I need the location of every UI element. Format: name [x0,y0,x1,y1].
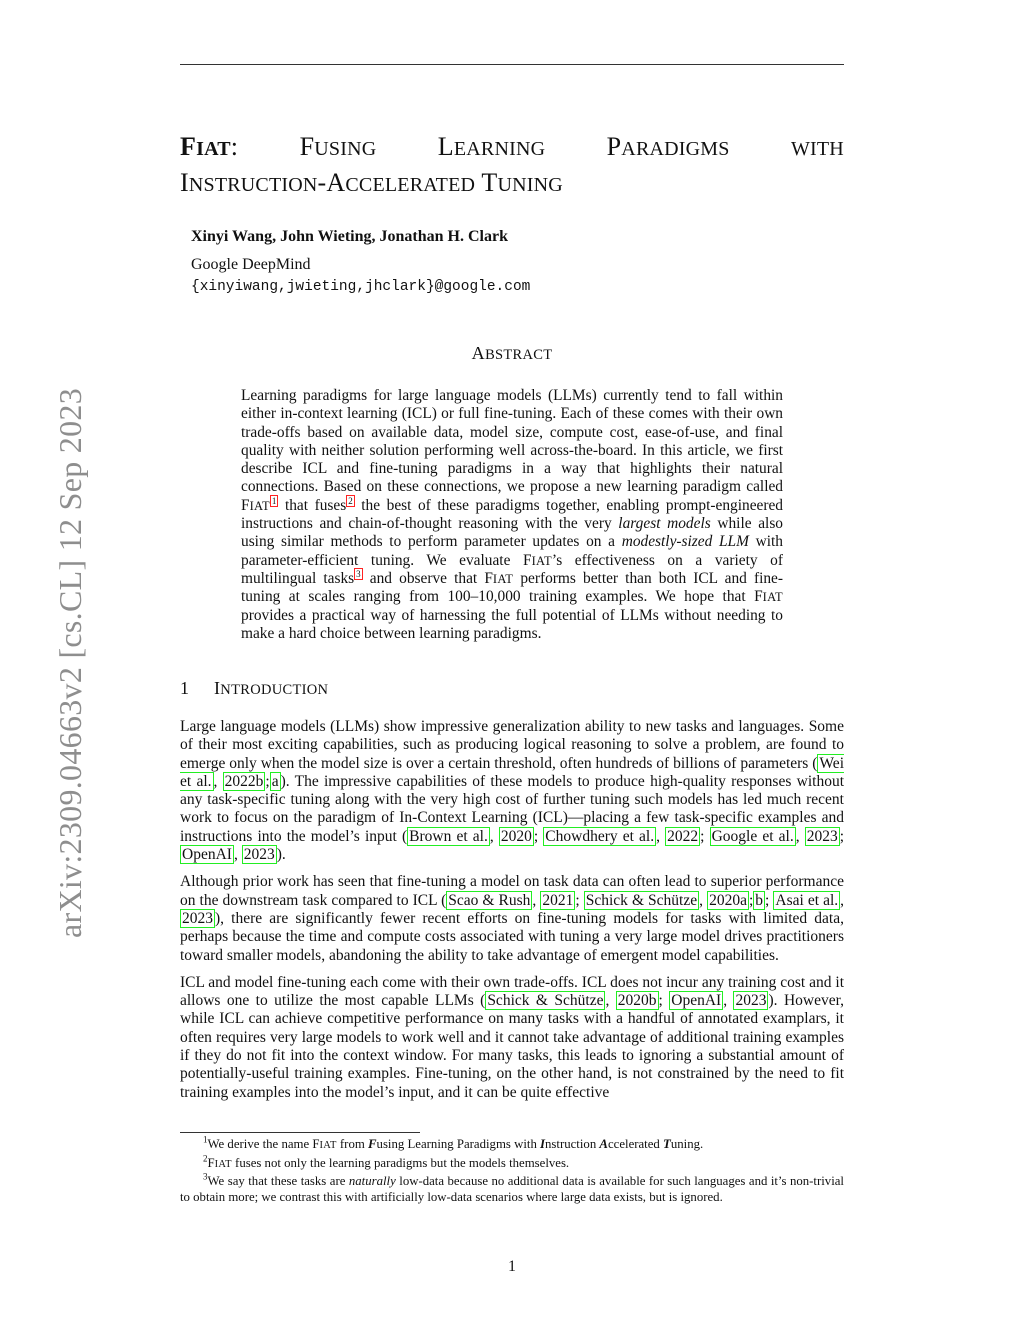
citation-link[interactable]: 2020a [709,891,747,909]
title-acronym: FIAT: [180,132,239,161]
citation-link[interactable]: Asai et al. [775,891,839,909]
title-line-2: INSTRUCTION-ACCELERATED TUNING [180,168,563,197]
affiliation: Google DeepMind [191,256,311,273]
citation-link[interactable]: 2023 [243,846,275,864]
citation-link[interactable]: Scao & Rush [448,891,531,909]
citation-link[interactable]: OpenAI [671,992,722,1010]
citation-link[interactable]: a [271,772,279,790]
citation-link[interactable]: OpenAI [182,846,232,864]
citation-link[interactable]: Google et al. [711,827,794,845]
footnote-3: $^3$We say that these tasks are naturally low-data because no additional data is available for such languages and it’s non-trivial to obtain more; we contrast this with artificially low-data scenarios where large data exists, but is ignored. [180,1171,844,1204]
arxiv-identifier: arXiv:2309.04663v2 [cs.CL] 12 Sep 2023 [52,387,88,938]
footnotes [180,1134,844,1207]
title-word: FUSING [299,132,377,161]
citation-link[interactable]: 2023 [806,827,838,845]
citation-link[interactable]: 2022b [224,772,264,790]
top-rule [180,64,844,65]
citation-link[interactable]: 2022 [667,827,699,845]
footnote-link-3[interactable]: 3 [356,568,361,579]
author-list: Xinyi Wang, John Wieting, Jonathan H. Clark [191,228,508,245]
footnote-link-1[interactable]: 1 [271,495,277,506]
citation-link[interactable]: Schick & Schütze [585,891,698,909]
footnote-2: $^2$FIAT fuses not only the learning paradigms but the models themselves. [203,1153,570,1170]
section-heading-introduction: 1 INTRODUCTION [180,678,329,698]
author-emails: {xinyiwang,jwieting,jhclark}@google.com [191,279,531,295]
citation-link[interactable]: 2020 [500,827,532,845]
abstract-heading: ABSTRACT [471,343,553,363]
page-number: 1 [508,1258,516,1275]
title-word: LEARNING [437,132,546,161]
footnote-1: $^1$We derive the name FIAT from Fusing Learning Paradigms with Instruction Accelerated Tuning. [203,1134,704,1151]
citation-link[interactable]: 2023 [735,992,767,1010]
citation-link[interactable]: 2021 [542,891,574,909]
citation-link[interactable]: 2020b [617,992,657,1010]
citation-link[interactable]: Chowdhery et al. [545,827,655,845]
title-word: PARADIGMS [606,132,730,161]
paragraph: Large language models (LLMs) show impressive generalization ability to new tasks and languages. Some of their most exciting capabilities, such as producing logical reasoning to solve a problem, are found to emerge only when the model size is over a certain threshold, often hundreds of billions of parameters ( Wei et al. , 2022b ; a ). The impressive capabilities of these models to produce high-quality responses without any task-specific tuning along with the very high cost of further tuning such models has led much recent work to focus on the paradigm of In-Context Learning (ICL)—placing a few task-specific examples and instructions into the model’s input ( Brown et al. , 2020 ; Chowdhery et al. , 2022 ; Google et al. , 2023 ; OpenAI , 2023 ). [180,718,845,864]
introduction-body [180,718,844,1111]
footnote-rule [180,1132,420,1133]
citation-link[interactable]: Wei et al. [180,754,844,790]
citation-link[interactable]: b [755,891,764,909]
citation-link[interactable]: Brown et al. [409,827,488,845]
abstract-text: Learning paradigms for large language models (LLMs) currently tend to fall within either in-context learning (ICL) or full fine-tuning. Each of these comes with their own trade-offs based on available data, model size, compute cost, ease-of-use, and final quality with neither solution performing well across-the-board. In this article, we first describe ICL and fine-tuning paradigms in a way that highlights their natural connections. Based on these connections, we propose a new learning paradigm called FIAT $^1$ that fuses $^2$ the best of these paradigms together, enabling prompt-engineered instructions and chain-of-thought reasoning with the very largest models while also using similar methods to perform parameter updates on a modestly-sized LLM with parameter-efficient tuning. We evaluate FIAT’s effectiveness on a variety of multilingual tasks $^3$ and observe that FIAT performs better than both ICL and fine-tuning at scales ranging from 100–10,000 training examples. We hope that FIAT provides a practical way of harnessing the full potential of LLMs without needing to make a hard choice between learning paradigms. [241,387,784,642]
title-line-1 [180,130,844,166]
citation-link[interactable]: 2023 [182,909,213,927]
paragraph: Although prior work has seen that fine-tuning a model on task data can often lead to superior performance on the downstream task compared to ICL ( Scao & Rush , 2021 ; Schick & Schütze , 2020a ; b ; Asai et al. , 2023 ), there are significantly fewer recent efforts on fine-tuning models for tasks with limited data, perhaps because the time and compute costs associated with tuning a very large model drives practitioners toward smaller models, abandoning the ability to take advantage of emergent model capabilities. [180,873,845,964]
paragraph: ICL and model fine-tuning each come with their own trade-offs. ICL does not incur any training cost and it allows one to utilize the most capable LLMs ( Schick & Schütze , 2020b ; OpenAI , 2023 ). However, while ICL can achieve competitive performance on many tasks with a handful of annotated examplars, it often requires very large models to work well and it cannot take advantage of additional training examples if they do not fit into the context window. For many tasks, this leads to ignoring a substantial amount of potentially-useful training examples. Fine-tuning, on the other hand, is not constrained by the need to fit training examples into the model’s input, and it can be quite effective [180,973,845,1101]
paper-title [180,130,844,202]
citation-link[interactable]: Schick & Schütze [487,992,604,1010]
footnote-link-2[interactable]: 2 [348,495,353,506]
title-word: WITH [790,138,844,160]
